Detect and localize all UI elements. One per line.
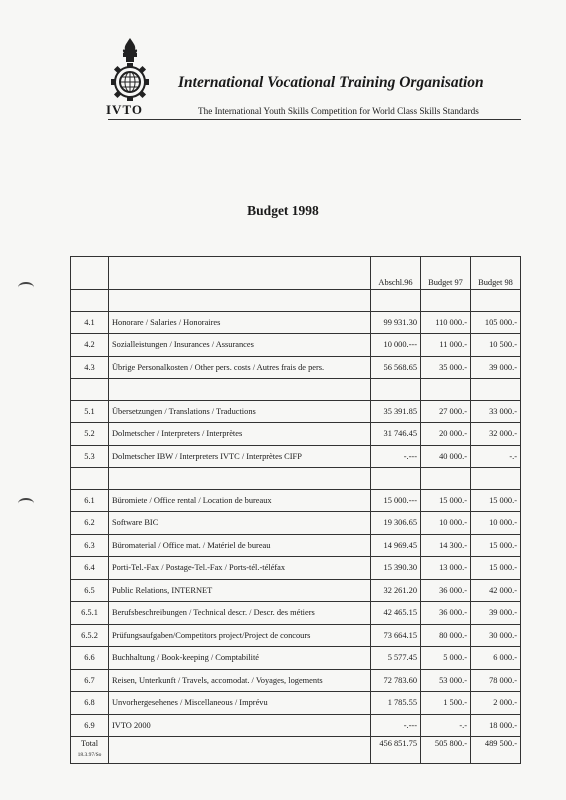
- table-row: [71, 534, 521, 557]
- account-number: 6.4: [71, 557, 109, 580]
- value-budget98: 39 000.-: [471, 602, 521, 625]
- value-budget98: 105 000.-: [471, 311, 521, 334]
- empty-cell: [371, 290, 421, 312]
- item-description: Übrige Personalkosten / Other pers. costs / Autres frais de pers.: [109, 356, 371, 379]
- header-cell: [109, 257, 371, 290]
- account-number: 6.5.2: [71, 624, 109, 647]
- item-description: Dolmetscher / Interpreters / Interprètes: [109, 423, 371, 446]
- value-budget97: 5 000.-: [421, 647, 471, 670]
- table-row: [71, 602, 521, 625]
- total-abschl96: 456 851.75: [371, 737, 421, 764]
- table-row: [71, 647, 521, 670]
- value-abschl96: 73 664.15: [371, 624, 421, 647]
- empty-cell: [109, 737, 371, 764]
- empty-cell: [371, 468, 421, 490]
- document-date-code: 18.3.97/So: [77, 752, 102, 758]
- account-number: 4.1: [71, 311, 109, 334]
- value-abschl96: 35 391.85: [371, 400, 421, 423]
- empty-cell: [421, 468, 471, 490]
- account-number: 6.1: [71, 489, 109, 512]
- table-row: [71, 714, 521, 737]
- value-budget97: 27 000.-: [421, 400, 471, 423]
- account-number: 5.3: [71, 445, 109, 468]
- table-row: [71, 624, 521, 647]
- column-header-abschl96: Abschl.96: [371, 257, 421, 290]
- value-budget97: -.-: [421, 714, 471, 737]
- item-description: Public Relations, INTERNET: [109, 579, 371, 602]
- empty-cell: [109, 290, 371, 312]
- value-budget98: 10 000.-: [471, 512, 521, 535]
- empty-cell: [471, 379, 521, 401]
- table-row: [71, 334, 521, 357]
- value-budget97: 15 000.-: [421, 489, 471, 512]
- table-row: [71, 445, 521, 468]
- value-budget98: -.-: [471, 445, 521, 468]
- item-description: Software BIC: [109, 512, 371, 535]
- value-abschl96: 14 969.45: [371, 534, 421, 557]
- item-description: Porti-Tel.-Fax / Postage-Tel.-Fax / Ports-tél.-téléfax: [109, 557, 371, 580]
- value-abschl96: 31 746.45: [371, 423, 421, 446]
- value-abschl96: 1 785.55: [371, 692, 421, 715]
- account-number: 4.3: [71, 356, 109, 379]
- value-budget97: 14 300.-: [421, 534, 471, 557]
- empty-cell: [71, 290, 109, 312]
- value-budget97: 36 000.-: [421, 579, 471, 602]
- table-row: [71, 692, 521, 715]
- account-number: 6.5: [71, 579, 109, 602]
- value-budget98: 2 000.-: [471, 692, 521, 715]
- organisation-subtitle: The International Youth Skills Competition for World Class Skills Standards: [198, 106, 479, 116]
- empty-cell: [421, 290, 471, 312]
- blank-separator-row: [71, 468, 521, 490]
- table-row: [71, 489, 521, 512]
- empty-cell: [371, 379, 421, 401]
- value-budget98: 30 000.-: [471, 624, 521, 647]
- item-description: Sozialleistungen / Insurances / Assurances: [109, 334, 371, 357]
- value-abschl96: 72 783.60: [371, 669, 421, 692]
- value-budget98: 10 500.-: [471, 334, 521, 357]
- total-budget97: 505 800.-: [421, 737, 471, 764]
- item-description: Büromaterial / Office mat. / Matériel de bureau: [109, 534, 371, 557]
- value-abschl96: 5 577.45: [371, 647, 421, 670]
- table-header-row: [71, 257, 521, 290]
- value-budget98: 78 000.-: [471, 669, 521, 692]
- value-budget98: 15 000.-: [471, 489, 521, 512]
- ivto-logo-icon: [104, 36, 156, 106]
- value-budget97: 36 000.-: [421, 602, 471, 625]
- account-number: 5.1: [71, 400, 109, 423]
- item-description: Buchhaltung / Book-keeping / Comptabilité: [109, 647, 371, 670]
- value-budget97: 10 000.-: [421, 512, 471, 535]
- value-budget97: 80 000.-: [421, 624, 471, 647]
- value-budget97: 53 000.-: [421, 669, 471, 692]
- item-description: Honorare / Salaries / Honoraires: [109, 311, 371, 334]
- value-budget97: 35 000.-: [421, 356, 471, 379]
- value-abschl96: 15 390.30: [371, 557, 421, 580]
- account-number: 6.3: [71, 534, 109, 557]
- total-budget98: 489 500.-: [471, 737, 521, 764]
- item-description: IVTO 2000: [109, 714, 371, 737]
- account-number: 6.5.1: [71, 602, 109, 625]
- header-cell: [71, 257, 109, 290]
- account-number: 6.2: [71, 512, 109, 535]
- value-abschl96: 15 000.---: [371, 489, 421, 512]
- column-header-budget98: Budget 98: [471, 257, 521, 290]
- value-abschl96: -.---: [371, 714, 421, 737]
- empty-cell: [109, 379, 371, 401]
- value-abschl96: 56 568.65: [371, 356, 421, 379]
- blank-separator-row: [71, 290, 521, 312]
- value-budget97: 1 500.-: [421, 692, 471, 715]
- account-number: 4.2: [71, 334, 109, 357]
- total-row: [71, 737, 521, 764]
- value-abschl96: -.---: [371, 445, 421, 468]
- total-label-cell: [71, 737, 109, 764]
- table-row: [71, 579, 521, 602]
- blank-separator-row: [71, 379, 521, 401]
- value-abschl96: 19 306.65: [371, 512, 421, 535]
- empty-cell: [421, 379, 471, 401]
- value-budget98: 39 000.-: [471, 356, 521, 379]
- table-row: [71, 400, 521, 423]
- value-abschl96: 99 931.30: [371, 311, 421, 334]
- value-budget98: 18 000.-: [471, 714, 521, 737]
- organisation-name: International Vocational Training Organisation: [178, 74, 484, 91]
- item-description: Reisen, Unterkunft / Travels, accomodat. / Voyages, logements: [109, 669, 371, 692]
- empty-cell: [471, 468, 521, 490]
- account-number: 6.6: [71, 647, 109, 670]
- table-row: [71, 669, 521, 692]
- table-row: [71, 356, 521, 379]
- budget-table: [70, 256, 521, 764]
- account-number: 6.7: [71, 669, 109, 692]
- value-abschl96: 10 000.---: [371, 334, 421, 357]
- value-budget98: 6 000.-: [471, 647, 521, 670]
- header-divider: [108, 119, 521, 120]
- value-budget98: 15 000.-: [471, 534, 521, 557]
- account-number: 5.2: [71, 423, 109, 446]
- value-budget98: 15 000.-: [471, 557, 521, 580]
- logo-text: IVTO: [106, 102, 143, 117]
- value-budget98: 32 000.-: [471, 423, 521, 446]
- table-row: [71, 557, 521, 580]
- value-budget97: 20 000.-: [421, 423, 471, 446]
- empty-cell: [109, 468, 371, 490]
- punch-hole-mark: [18, 282, 34, 293]
- value-budget97: 13 000.-: [421, 557, 471, 580]
- document-title: Budget 1998: [247, 203, 319, 218]
- table-row: [71, 423, 521, 446]
- table-row: [71, 512, 521, 535]
- item-description: Dolmetscher IBW / Interpreters IVTC / Interprètes CIFP: [109, 445, 371, 468]
- value-abschl96: 42 465.15: [371, 602, 421, 625]
- value-budget98: 42 000.-: [471, 579, 521, 602]
- value-budget98: 33 000.-: [471, 400, 521, 423]
- column-header-budget97: Budget 97: [421, 257, 471, 290]
- item-description: Büromiete / Office rental / Location de bureaux: [109, 489, 371, 512]
- account-number: 6.9: [71, 714, 109, 737]
- account-number: 6.8: [71, 692, 109, 715]
- item-description: Berufsbeschreibungen / Technical descr. / Descr. des métiers: [109, 602, 371, 625]
- empty-cell: [71, 468, 109, 490]
- value-budget97: 110 000.-: [421, 311, 471, 334]
- empty-cell: [71, 379, 109, 401]
- item-description: Unvorhergesehenes / Miscellaneous / Imprévu: [109, 692, 371, 715]
- item-description: Prüfungsaufgaben/Competitors project/Project de concours: [109, 624, 371, 647]
- value-budget97: 11 000.-: [421, 334, 471, 357]
- value-abschl96: 32 261.20: [371, 579, 421, 602]
- table-row: [71, 311, 521, 334]
- empty-cell: [471, 290, 521, 312]
- value-budget97: 40 000.-: [421, 445, 471, 468]
- total-label: Total: [80, 739, 99, 748]
- punch-hole-mark: [18, 498, 34, 509]
- item-description: Übersetzungen / Translations / Traductions: [109, 400, 371, 423]
